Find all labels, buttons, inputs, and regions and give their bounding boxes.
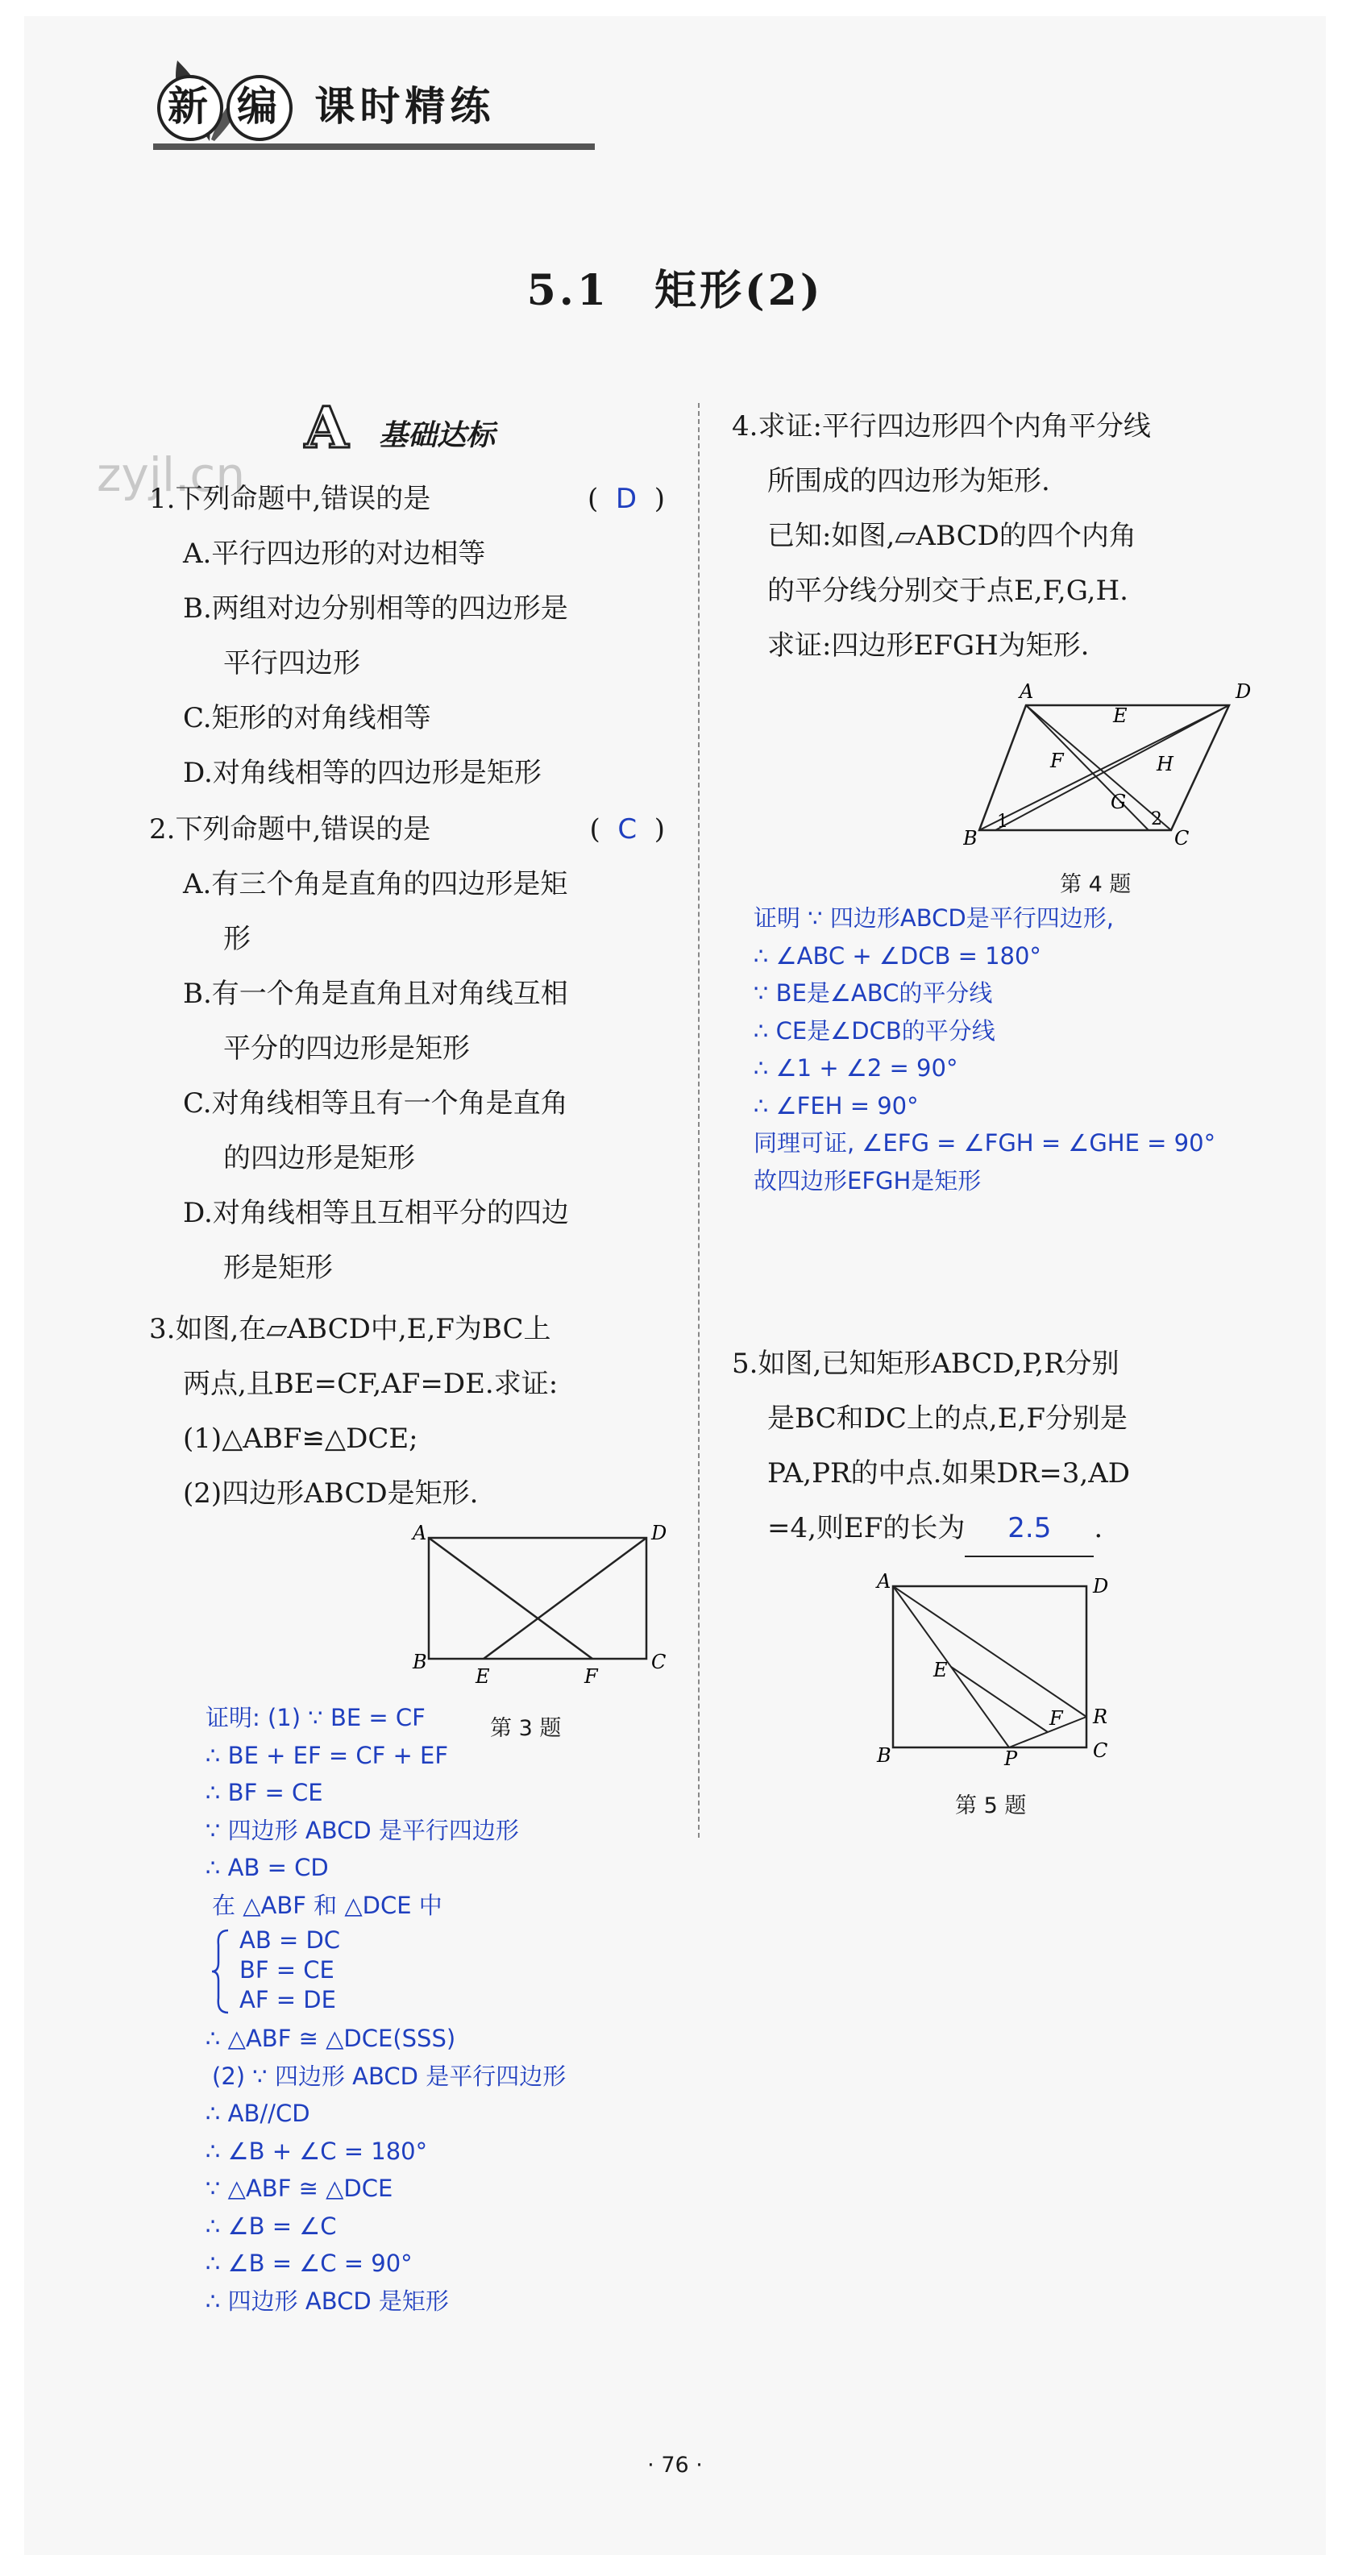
q4-label-b: B [963, 827, 978, 850]
q2-option-cont: 形是矩形 [223, 1252, 333, 1284]
q4-line: 所围成的四边形为矩形. [767, 465, 1050, 497]
q5-label-a: A [877, 1570, 891, 1593]
q3-label-a: A [413, 1522, 427, 1544]
q3-proof-line: AF = DE [239, 1986, 336, 2013]
q4-line: 已知:如图,▱ABCD的四个内角 [767, 520, 1136, 552]
q4-proof-line: ∴ ∠ABC + ∠DCB = 180° [754, 941, 1041, 970]
q4-line: 的平分线分别交于点E,F,G,H. [767, 575, 1128, 607]
q5-label-b: B [877, 1744, 891, 1765]
q4-caption: 第 4 题 [1060, 872, 1132, 897]
q3-line: 两点,且BE=CF,AF=DE.求证: [183, 1368, 559, 1400]
q3-caption: 第 3 题 [490, 1716, 562, 1741]
q3-proof-line: ∴ 四边形 ABCD 是矩形 [206, 2287, 449, 2315]
q3-label-d: D [651, 1522, 667, 1544]
q3-proof-line: ∴ AB//CD [206, 2100, 310, 2127]
page-title: 5.1 矩形(2) [526, 266, 824, 315]
q5-label-c: C [1093, 1739, 1108, 1762]
q2-answer-box: ( C ) [589, 813, 665, 846]
q5-answer: 2.5 [965, 1501, 1094, 1557]
brand-rest: 课时精练 [314, 83, 496, 130]
q5-label-f: F [1049, 1707, 1063, 1730]
q3-label-c: C [651, 1651, 667, 1673]
q4-proof [754, 900, 1318, 1199]
q3-figure [411, 1515, 677, 1693]
q3-line: (1)△ABF≌△DCE; [183, 1423, 418, 1455]
q4-label-e: E [1113, 704, 1128, 727]
q4-proof-line: ∴ ∠1 + ∠2 = 90° [754, 1054, 958, 1082]
q3-proof-line: ∴ BF = CE [206, 1779, 323, 1806]
q5-line: 5.如图,已知矩形ABCD,P,R分别 [732, 1348, 1119, 1380]
brace-icon [209, 1927, 233, 2016]
q1-answer-box: ( D ) [588, 483, 665, 515]
q1-option: C.矩形的对角线相等 [183, 702, 431, 734]
q1-option: A.平行四边形的对边相等 [183, 538, 486, 570]
q4-label-d: D [1236, 680, 1252, 703]
q3-line: 3.如图,在▱ABCD中,E,F为BC上 [149, 1313, 551, 1345]
q5-label-p: P [1004, 1747, 1018, 1765]
q3-label-f: F [584, 1665, 598, 1688]
q3-proof-line: ∵ 四边形 ABCD 是平行四边形 [206, 1816, 519, 1844]
q3-label-e: E [476, 1665, 490, 1688]
q4-proof-line: ∴ CE是∠DCB的平分线 [754, 1016, 995, 1045]
q4-proof-line: 故四边形EFGH是矩形 [754, 1166, 982, 1195]
q2-stem: 2.下列命题中,错误的是 [149, 813, 431, 846]
q2-option: D.对角线相等且互相平分的四边 [183, 1197, 569, 1229]
q2-option: A.有三个角是直角的四边形是矩 [183, 868, 568, 900]
q3-rectangle [429, 1538, 646, 1659]
q3-segment-af [429, 1538, 592, 1659]
q4-label-f: F [1050, 750, 1064, 772]
q4-line: 4.求证:平行四边形四个内角平分线 [732, 410, 1151, 442]
section-badge-icon [298, 399, 379, 455]
question-2 [149, 802, 665, 1295]
q5-last-line: =4,则EF的长为 2.5 . [732, 1501, 1280, 1557]
q4-bisector-b [979, 705, 1229, 830]
header-rule [153, 143, 595, 150]
q3-proof-line: AB = DC [239, 1926, 341, 1954]
q3-proof-line: 证明: (1) ∵ BE = CF [206, 1704, 426, 1731]
q3-line: (2)四边形ABCD是矩形. [183, 1477, 479, 1510]
q4-label-angle-1: 1 [997, 812, 1008, 832]
q4-label-a: A [1020, 680, 1034, 703]
q3-proof-system [206, 1926, 657, 2015]
q3-proof-line: ∴ ∠B + ∠C = 180° [206, 2137, 428, 2165]
q3-segment-de [484, 1538, 646, 1659]
q4-proof-line: ∵ BE是∠ABC的平分线 [754, 979, 993, 1007]
q5-label-d: D [1093, 1575, 1109, 1598]
q1-option: D.对角线相等的四边形是矩形 [183, 757, 542, 789]
q5-figure [870, 1564, 1128, 1765]
q2-option-cont: 平分的四边形是矩形 [223, 1032, 470, 1065]
q5-label-e: E [933, 1659, 948, 1681]
q2-option-cont: 形 [223, 923, 251, 955]
q2-option: B.有一个角是直角且对角线互相 [183, 978, 568, 1010]
q1-option-cont: 平行四边形 [223, 647, 360, 679]
q3-proof-line: ∴ △ABF ≅ △DCE(SSS) [206, 2025, 456, 2052]
q3-proof-line: 在 △ABF 和 △DCE 中 [212, 1891, 442, 1919]
q4-label-g: G [1111, 791, 1127, 813]
q5-label-r: R [1093, 1706, 1108, 1728]
watermark: zyjl.cn [97, 447, 246, 502]
section-badge-letter: A [305, 399, 349, 455]
q4-figure [963, 677, 1269, 850]
q4-label-angle-2: 2 [1151, 809, 1162, 829]
question-3 [149, 1302, 665, 1521]
q5-caption: 第 5 题 [955, 1793, 1027, 1818]
q4-line: 求证:四边形EFGH为矩形. [767, 629, 1090, 662]
q4-proof-line: 证明 ∵ 四边形ABCD是平行四边形, [754, 904, 1114, 932]
brand-char-2: 编 [226, 75, 293, 141]
q2-answer: C [617, 813, 638, 846]
q5-segment-ef [951, 1667, 1048, 1732]
q1-option: B.两组对边分别相等的四边形是 [183, 592, 568, 625]
q4-label-c: C [1174, 827, 1190, 850]
q4-proof-line: ∴ ∠FEH = 90° [754, 1091, 919, 1120]
page-number: · 76 · [647, 2453, 703, 2478]
q3-proof-line: ∴ AB = CD [206, 1854, 329, 1881]
q5-segment-ar [893, 1586, 1086, 1717]
q3-proof-line: ∴ ∠B = ∠C [206, 2212, 337, 2240]
q4-label-h: H [1157, 753, 1173, 775]
q5-line: 是BC和DC上的点,E,F分别是 [767, 1402, 1128, 1435]
q1-stem: 1.下列命题中,错误的是 [149, 483, 431, 515]
question-5 [732, 1336, 1280, 1557]
question-4 [732, 399, 1280, 673]
q3-proof-line: ∴ BE + EF = CF + EF [206, 1741, 449, 1769]
q3-proof [206, 1699, 657, 2320]
q2-option: C.对角线相等且有一个角是直角 [183, 1087, 568, 1120]
q3-proof-line: ∵ △ABF ≅ △DCE [206, 2175, 393, 2202]
question-1 [149, 472, 665, 800]
brand-char-1: 新 [157, 75, 223, 141]
q4-bisector-c [1026, 705, 1171, 830]
q3-label-b: B [413, 1651, 427, 1673]
q5-line: PA,PR的中点.如果DR=3,AD [767, 1457, 1131, 1490]
column-divider [698, 403, 700, 1838]
section-label: 基础达标 [379, 419, 496, 452]
brand-title [157, 74, 495, 141]
q4-bisector-a [1026, 705, 1149, 830]
q2-option-cont: 的四边形是矩形 [223, 1142, 415, 1174]
q3-proof-line: ∴ ∠B = ∠C = 90° [206, 2250, 413, 2277]
q3-proof-line: BF = CE [239, 1956, 334, 1984]
q4-proof-line: 同理可证, ∠EFG = ∠FGH = ∠GHE = 90° [754, 1129, 1216, 1157]
q1-answer: D [615, 483, 638, 515]
q3-proof-line: (2) ∵ 四边形 ABCD 是平行四边形 [212, 2062, 567, 2090]
